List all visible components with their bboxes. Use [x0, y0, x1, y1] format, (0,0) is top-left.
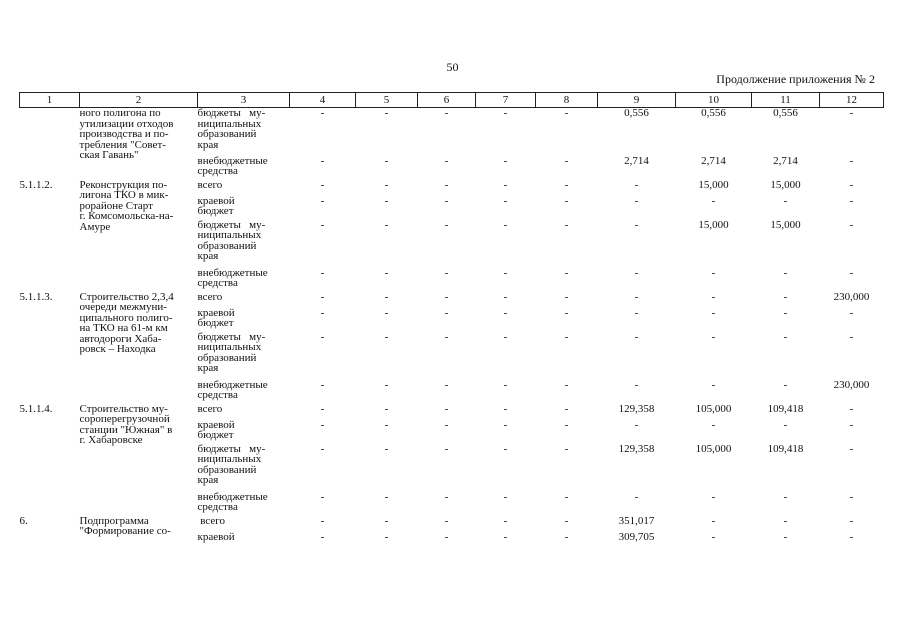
- amount-cell: -: [320, 530, 325, 543]
- amount-cell: -: [384, 330, 389, 343]
- amount-cell: -: [711, 306, 716, 319]
- funding-source-line: внебюджетные: [197, 154, 268, 167]
- amount-cell: -: [849, 154, 854, 167]
- amount-cell: -: [503, 530, 508, 543]
- amount-cell: -: [320, 330, 325, 343]
- funding-source-line: краевой: [197, 530, 235, 543]
- measure-name-line: очереди межмуни-: [79, 301, 167, 313]
- amount-cell: -: [320, 290, 325, 303]
- amount-cell: -: [634, 418, 639, 431]
- amount-cell: -: [320, 266, 325, 279]
- amount-cell: -: [849, 178, 854, 191]
- amount-cell: -: [634, 194, 639, 207]
- amount-cell: -: [384, 107, 389, 119]
- column-header: 8: [536, 93, 598, 108]
- amount-cell: -: [783, 290, 788, 303]
- amount-cell: -: [634, 490, 639, 503]
- amount-cell: -: [783, 490, 788, 503]
- measure-name: [80, 404, 198, 516]
- funding-source-line: краевой: [197, 194, 235, 207]
- appendix-continuation-label: Продолжение приложения № 2: [716, 72, 875, 86]
- column-header: 12: [820, 93, 884, 108]
- table-row: [20, 180, 884, 196]
- funding-source-line: образований: [197, 128, 257, 140]
- amount-cell: -: [444, 154, 449, 167]
- amount-cell: -: [444, 530, 449, 543]
- amount-cell: -: [444, 402, 449, 415]
- amount-cell: -: [384, 290, 389, 303]
- amount-cell: 129,358: [618, 442, 655, 455]
- amount-cell: -: [849, 530, 854, 543]
- amount-cell: -: [783, 530, 788, 543]
- amount-cell: -: [320, 107, 325, 119]
- funding-source-line: средства: [197, 165, 238, 177]
- amount-cell: 109,418: [767, 402, 804, 415]
- amount-cell: -: [849, 218, 854, 231]
- amount-cell: -: [564, 330, 569, 343]
- amount-cell: -: [634, 378, 639, 391]
- funding-source-line: края: [197, 250, 219, 262]
- amount-cell: -: [564, 514, 569, 527]
- amount-cell: -: [503, 418, 508, 431]
- column-header: 3: [198, 93, 290, 108]
- funding-source: [198, 404, 290, 420]
- amount-cell: -: [503, 154, 508, 167]
- amount-cell: 15,000: [770, 178, 801, 191]
- amount-cell: 0,556: [701, 107, 726, 119]
- amount-cell: -: [564, 154, 569, 167]
- funding-source: [198, 156, 290, 180]
- row-number: 5.1.1.4.: [19, 402, 53, 415]
- amount-cell: -: [384, 418, 389, 431]
- amount-cell: -: [503, 378, 508, 391]
- amount-cell: -: [384, 178, 389, 191]
- column-header: 6: [418, 93, 476, 108]
- funding-source-line: края: [197, 474, 219, 486]
- funding-source-line: краевой: [197, 306, 235, 319]
- amount-cell: 2,714: [701, 154, 726, 167]
- amount-cell: -: [320, 442, 325, 455]
- amount-cell: -: [849, 418, 854, 431]
- funding-source-line: средства: [197, 277, 238, 289]
- amount-cell: 309,705: [618, 530, 655, 543]
- row-number: 6.: [19, 514, 28, 527]
- amount-cell: -: [711, 290, 716, 303]
- funding-source-line: средства: [197, 501, 238, 513]
- amount-cell: -: [849, 266, 854, 279]
- column-header: 10: [676, 93, 752, 108]
- amount-cell: -: [503, 107, 508, 119]
- amount-cell: -: [711, 266, 716, 279]
- amount-cell: -: [711, 194, 716, 207]
- amount-cell: -: [783, 418, 788, 431]
- amount-cell: -: [564, 402, 569, 415]
- budget-table: [19, 92, 884, 548]
- row-number: 5.1.1.3.: [19, 290, 53, 303]
- measure-name-line: лигона ТКО в мик-: [79, 189, 169, 201]
- funding-source: [198, 268, 290, 292]
- amount-cell: 105,000: [695, 442, 732, 455]
- measure-name-line: г. Хабаровске: [79, 434, 143, 446]
- amount-cell: -: [320, 218, 325, 231]
- measure-name-line: производства и по-: [79, 128, 169, 140]
- amount-cell: -: [783, 194, 788, 207]
- amount-cell: -: [444, 514, 449, 527]
- measure-name-line: ципального полиго-: [79, 311, 173, 324]
- funding-source-line: внебюджетные: [197, 378, 268, 391]
- column-header: 4: [290, 93, 356, 108]
- funding-source: [198, 444, 290, 492]
- measure-name: [80, 108, 198, 180]
- amount-cell: -: [783, 266, 788, 279]
- amount-cell: -: [564, 490, 569, 503]
- funding-source: [198, 180, 290, 196]
- amount-cell: -: [444, 194, 449, 207]
- amount-cell: -: [564, 178, 569, 191]
- column-number-header: [20, 93, 884, 108]
- amount-cell: -: [384, 442, 389, 455]
- amount-cell: -: [444, 218, 449, 231]
- amount-cell: -: [384, 514, 389, 527]
- amount-cell: -: [384, 154, 389, 167]
- amount-cell: -: [783, 306, 788, 319]
- amount-cell: -: [320, 178, 325, 191]
- funding-source-line: образований: [197, 463, 257, 476]
- amount-cell: -: [711, 418, 716, 431]
- measure-name-line: Амуре: [79, 220, 111, 233]
- amount-cell: -: [384, 378, 389, 391]
- amount-cell: -: [444, 418, 449, 431]
- funding-source-line: бюджет: [197, 205, 234, 217]
- measure-name-line: Подпрограмма: [79, 514, 149, 527]
- funding-source: [198, 220, 290, 268]
- funding-source-line: внебюджетные: [197, 490, 268, 503]
- amount-cell: -: [711, 530, 716, 543]
- amount-cell: -: [564, 218, 569, 231]
- amount-cell: -: [783, 514, 788, 527]
- amount-cell: -: [849, 402, 854, 415]
- funding-source-line: ниципальных: [197, 453, 262, 465]
- funding-source-line: бюджет: [197, 429, 234, 441]
- funding-source-line: края: [197, 362, 219, 374]
- funding-source-line: ниципальных: [197, 117, 262, 130]
- measure-name-line: г. Комсомольска-на-: [79, 210, 174, 222]
- funding-source-line: ниципальных: [197, 341, 262, 353]
- measure-name-line: соропeрегрузочной: [79, 413, 170, 425]
- amount-cell: -: [384, 530, 389, 543]
- amount-cell: -: [634, 306, 639, 319]
- amount-cell: -: [384, 402, 389, 415]
- amount-cell: -: [503, 330, 508, 343]
- amount-cell: 0,556: [624, 107, 649, 119]
- amount-cell: -: [783, 378, 788, 391]
- funding-source-line: образований: [197, 239, 257, 252]
- funding-source-line: ниципальных: [197, 229, 262, 241]
- measure-name: [80, 292, 198, 404]
- amount-cell: -: [849, 107, 854, 119]
- measure-name-line: Строительство му-: [79, 402, 168, 415]
- funding-source: [198, 308, 290, 332]
- measure-name-line: Реконструкция по-: [79, 178, 168, 191]
- measure-name-line: на ТКО на 61-м км: [79, 322, 168, 334]
- column-header: 2: [80, 93, 198, 108]
- column-header: 11: [752, 93, 820, 108]
- amount-cell: -: [444, 178, 449, 191]
- amount-cell: -: [444, 490, 449, 503]
- measure-name-line: ская Гавань": [79, 149, 139, 161]
- measure-name-line: "Формирование со-: [79, 525, 171, 537]
- amount-cell: -: [384, 490, 389, 503]
- amount-cell: -: [711, 378, 716, 391]
- amount-cell: 0,556: [773, 107, 798, 119]
- funding-source: [198, 420, 290, 444]
- amount-cell: -: [503, 490, 508, 503]
- amount-cell: -: [849, 442, 854, 455]
- funding-source-line: бюджеты му-: [197, 218, 266, 231]
- amount-cell: -: [320, 378, 325, 391]
- amount-cell: -: [503, 442, 508, 455]
- amount-cell: -: [503, 306, 508, 319]
- table-row: [20, 516, 884, 532]
- funding-source: [198, 332, 290, 380]
- amount-cell: -: [564, 306, 569, 319]
- column-header: 5: [356, 93, 418, 108]
- amount-cell: 109,418: [767, 442, 804, 455]
- amount-cell: -: [444, 107, 449, 119]
- measure-name-line: ровск – Находка: [79, 343, 156, 355]
- table-row: [20, 292, 884, 308]
- measure-name-line: автодороги Хаба-: [79, 332, 162, 345]
- funding-source-line: всего: [197, 514, 226, 527]
- amount-cell: -: [564, 378, 569, 391]
- amount-cell: -: [711, 514, 716, 527]
- amount-cell: -: [503, 218, 508, 231]
- amount-cell: -: [320, 418, 325, 431]
- row-number: [20, 108, 80, 180]
- measure-name-line: рорайоне Старт: [79, 199, 153, 212]
- funding-source-line: бюджеты му-: [197, 107, 266, 119]
- amount-cell: -: [849, 330, 854, 343]
- amount-cell: -: [444, 378, 449, 391]
- amount-cell: -: [634, 330, 639, 343]
- amount-cell: -: [564, 107, 569, 119]
- funding-source: [198, 380, 290, 404]
- funding-source: [198, 532, 290, 548]
- amount-cell: -: [564, 418, 569, 431]
- amount-cell: -: [564, 194, 569, 207]
- amount-cell: 129,358: [618, 402, 655, 415]
- funding-source: [198, 516, 290, 532]
- amount-cell: 2,714: [773, 154, 798, 167]
- amount-cell: -: [849, 514, 854, 527]
- amount-cell: -: [444, 266, 449, 279]
- amount-cell: 15,000: [698, 178, 729, 191]
- table-row: [20, 404, 884, 420]
- funding-source-line: краевой: [197, 418, 235, 431]
- amount-cell: 15,000: [770, 218, 801, 231]
- amount-cell: -: [320, 514, 325, 527]
- amount-cell: 230,000: [833, 378, 870, 391]
- funding-source: [198, 292, 290, 308]
- column-header: 9: [598, 93, 676, 108]
- amount-cell: 2,714: [624, 154, 649, 167]
- measure-name-line: станции "Южная" в: [79, 423, 173, 436]
- amount-cell: -: [783, 330, 788, 343]
- column-header: 1: [20, 93, 80, 108]
- funding-source-line: бюджеты му-: [197, 330, 266, 343]
- funding-source: [198, 108, 290, 156]
- amount-cell: -: [444, 306, 449, 319]
- amount-cell: 15,000: [698, 218, 729, 231]
- amount-cell: -: [320, 154, 325, 167]
- amount-cell: -: [320, 402, 325, 415]
- amount-cell: -: [320, 490, 325, 503]
- amount-cell: -: [634, 218, 639, 231]
- funding-source-line: края: [197, 138, 219, 151]
- amount-cell: 351,017: [618, 514, 655, 527]
- funding-source-line: внебюджетные: [197, 266, 268, 279]
- measure-name-line: утилизации отходов: [79, 117, 174, 130]
- funding-source-line: всего: [197, 402, 223, 415]
- amount-cell: -: [503, 402, 508, 415]
- amount-cell: -: [384, 266, 389, 279]
- amount-cell: -: [634, 266, 639, 279]
- funding-source: [198, 492, 290, 516]
- measure-name: [80, 180, 198, 292]
- amount-cell: -: [503, 178, 508, 191]
- amount-cell: -: [384, 218, 389, 231]
- funding-source: [198, 196, 290, 220]
- amount-cell: -: [634, 178, 639, 191]
- column-header: 7: [476, 93, 536, 108]
- funding-source-line: всего: [197, 290, 223, 303]
- measure-name-line: ного полигона по: [79, 107, 161, 119]
- amount-cell: -: [320, 306, 325, 319]
- amount-cell: -: [564, 266, 569, 279]
- amount-cell: 230,000: [833, 290, 870, 303]
- amount-cell: -: [503, 514, 508, 527]
- amount-cell: -: [444, 330, 449, 343]
- amount-cell: -: [564, 290, 569, 303]
- amount-cell: 105,000: [695, 402, 732, 415]
- amount-cell: -: [503, 266, 508, 279]
- funding-source-line: образований: [197, 351, 257, 364]
- amount-cell: -: [711, 330, 716, 343]
- amount-cell: -: [503, 290, 508, 303]
- amount-cell: -: [444, 442, 449, 455]
- amount-cell: -: [634, 290, 639, 303]
- row-number: 5.1.1.2.: [19, 178, 53, 191]
- amount-cell: -: [564, 442, 569, 455]
- funding-source-line: всего: [197, 178, 223, 191]
- amount-cell: -: [384, 194, 389, 207]
- amount-cell: -: [503, 194, 508, 207]
- page-number: 50: [446, 60, 459, 74]
- amount-cell: -: [444, 290, 449, 303]
- amount-cell: -: [384, 306, 389, 319]
- amount-cell: -: [849, 490, 854, 503]
- amount-cell: -: [564, 530, 569, 543]
- funding-source-line: бюджет: [197, 317, 234, 329]
- table-row: [20, 108, 884, 156]
- amount-cell: -: [711, 490, 716, 503]
- amount-cell: -: [849, 194, 854, 207]
- measure-name-line: требления "Совет-: [79, 138, 166, 151]
- measure-name: [80, 516, 198, 548]
- funding-source-line: средства: [197, 389, 238, 401]
- amount-cell: -: [849, 306, 854, 319]
- amount-cell: -: [320, 194, 325, 207]
- funding-source-line: бюджеты му-: [197, 442, 266, 455]
- measure-name-line: Строительство 2,3,4: [79, 290, 174, 303]
